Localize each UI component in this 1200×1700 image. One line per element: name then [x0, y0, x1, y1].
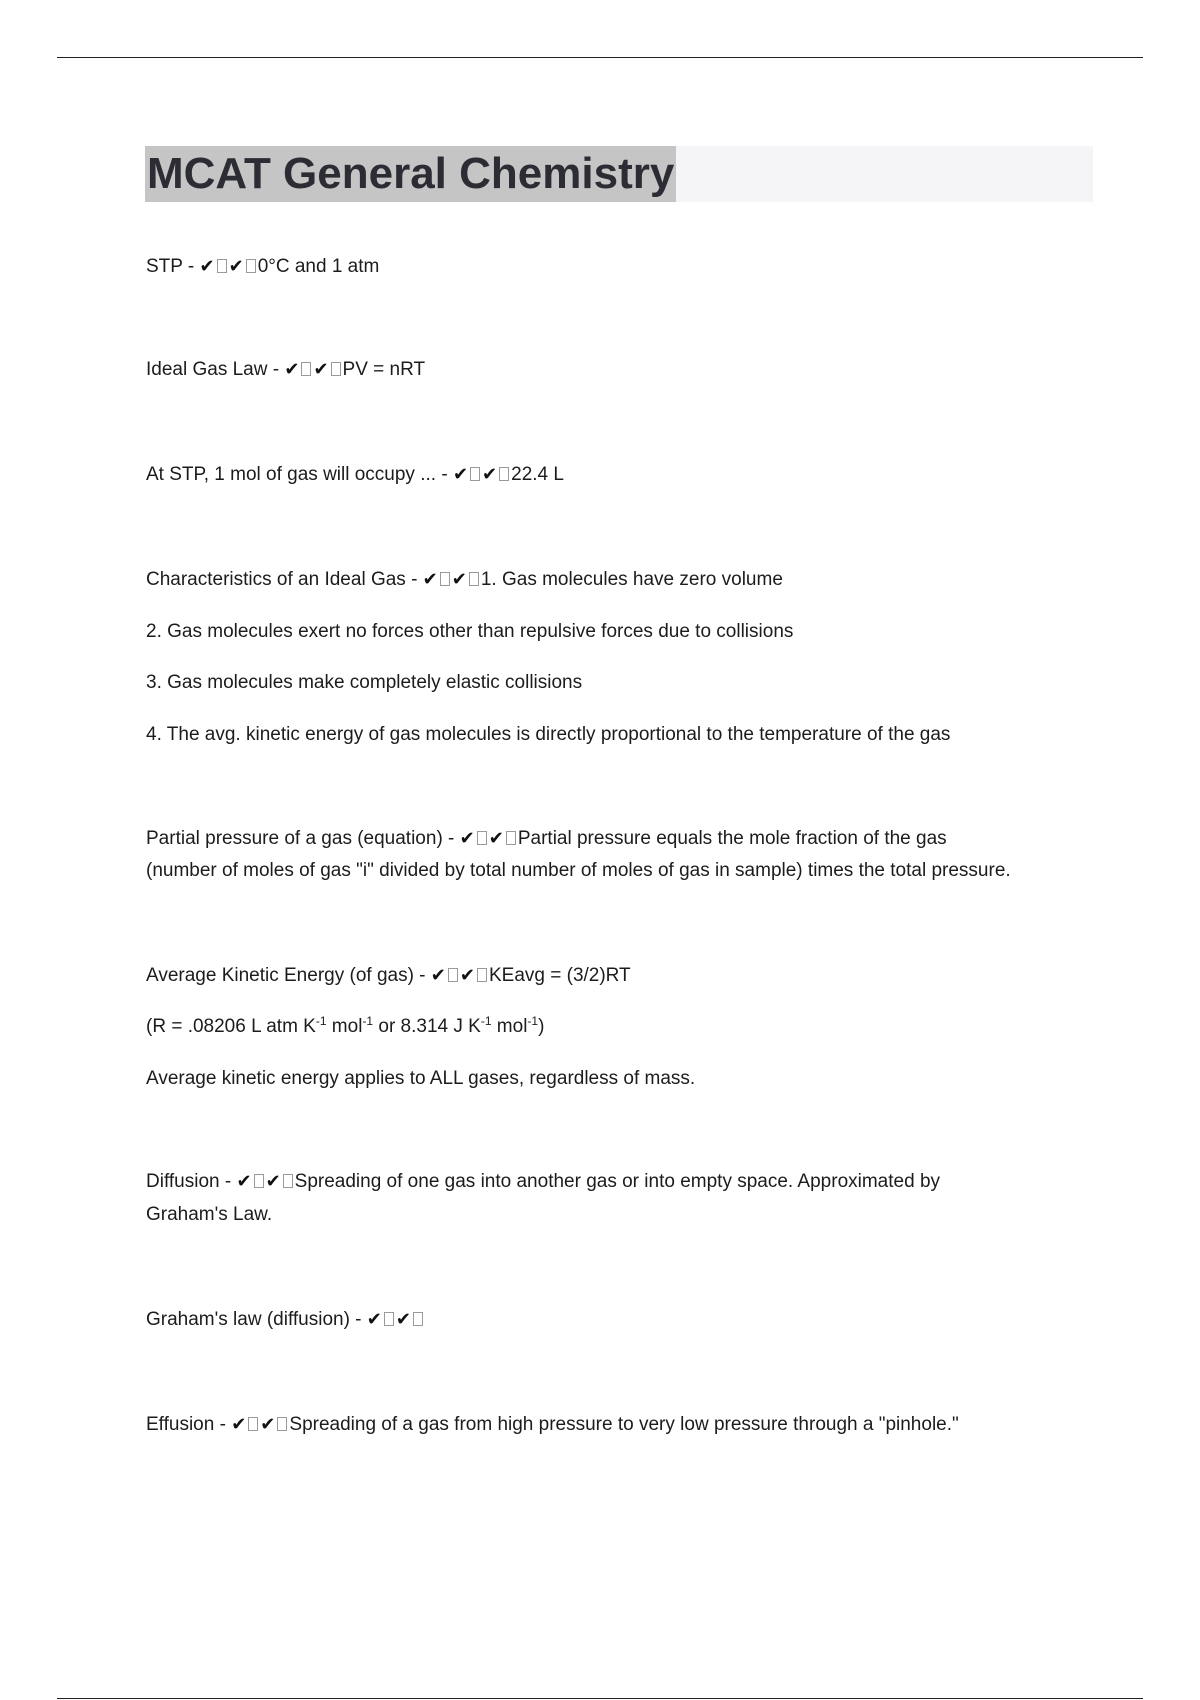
box-icon	[477, 968, 487, 982]
page-title: MCAT General Chemistry	[145, 146, 676, 202]
gas-constant-line	[146, 1015, 544, 1039]
box-icon	[217, 259, 227, 273]
flashcard-stp	[146, 255, 379, 279]
term: STP -	[146, 256, 200, 277]
box-icon	[331, 362, 341, 376]
flashcard-ideal-gas-characteristics	[146, 568, 783, 592]
answer: Partial pressure equals the mole fraction of the gas	[517, 828, 947, 849]
box-icon	[499, 467, 509, 481]
answer: 22.4 L	[511, 464, 564, 485]
flashcard-grahams-law	[146, 1308, 425, 1332]
term: Effusion -	[146, 1414, 232, 1435]
box-icon	[506, 831, 516, 845]
check-icon: ✔	[228, 256, 244, 277]
term: Ideal Gas Law -	[146, 359, 285, 380]
term: Diffusion -	[146, 1171, 237, 1192]
check-icon: ✔	[452, 464, 469, 485]
flashcard-average-kinetic-energy	[146, 964, 631, 988]
answer-continuation: Graham's Law.	[146, 1204, 273, 1225]
exponent: -1	[480, 1014, 492, 1028]
box-icon	[248, 1417, 258, 1431]
footer-rule	[57, 1698, 1143, 1699]
box-icon	[283, 1174, 293, 1188]
check-icon: ✔	[459, 828, 475, 849]
check-icon: ✔	[395, 1309, 411, 1330]
term: Average Kinetic Energy (of gas) -	[146, 965, 431, 986]
box-icon	[301, 362, 311, 376]
check-icon: ✔	[459, 965, 475, 986]
answer: Spreading of a gas from high pressure to very low pressure through a "pinhole."	[289, 1414, 959, 1435]
box-icon	[277, 1417, 287, 1431]
check-icon: ✔	[313, 359, 329, 380]
flashcard-ideal-gas-law	[146, 358, 425, 382]
check-icon: ✔	[236, 1171, 252, 1192]
box-icon	[384, 1312, 394, 1326]
check-icon: ✔	[482, 464, 498, 485]
answer: KEavg = (3/2)RT	[488, 965, 631, 986]
constant-text: )	[538, 1016, 545, 1037]
check-icon: ✔	[284, 359, 300, 380]
check-icon: ✔	[430, 965, 446, 986]
check-icon: ✔	[366, 1309, 382, 1330]
term: Graham's law (diffusion) -	[146, 1309, 367, 1330]
constant-text: mol	[326, 1016, 363, 1037]
box-icon	[246, 259, 256, 273]
box-icon	[440, 572, 450, 586]
check-icon: ✔	[451, 569, 467, 590]
term: Characteristics of an Ideal Gas -	[146, 569, 423, 590]
exponent: -1	[362, 1014, 374, 1028]
box-icon	[470, 467, 480, 481]
list-item: 4. The avg. kinetic energy of gas molecules is directly proportional to the temperature of the gas	[146, 724, 951, 745]
box-icon	[477, 831, 487, 845]
title-banner	[145, 146, 1093, 202]
flashcard-molar-volume	[146, 463, 564, 487]
exponent: -1	[315, 1014, 327, 1028]
constant-text: mol	[491, 1016, 528, 1037]
term: Partial pressure of a gas (equation) -	[146, 828, 460, 849]
header-rule	[57, 57, 1143, 58]
list-item: 2. Gas molecules exert no forces other than repulsive forces due to collisions	[146, 621, 794, 642]
answer: 1. Gas molecules have zero volume	[480, 569, 783, 590]
box-icon	[448, 968, 458, 982]
term: At STP, 1 mol of gas will occupy ... -	[146, 464, 453, 485]
flashcard-effusion	[146, 1413, 959, 1437]
answer: 0°C and 1 atm	[257, 256, 380, 277]
box-icon	[413, 1312, 423, 1326]
flashcard-diffusion	[146, 1170, 940, 1194]
answer-continuation: (number of moles of gas "i" divided by total number of moles of gas in sample) times the total pressure.	[146, 860, 1011, 881]
constant-text: (R = .08206 L atm K	[146, 1016, 316, 1037]
flashcard-partial-pressure	[146, 827, 947, 851]
check-icon: ✔	[199, 256, 215, 277]
check-icon: ✔	[260, 1414, 276, 1435]
check-icon: ✔	[422, 569, 438, 590]
list-item: 3. Gas molecules make completely elastic collisions	[146, 672, 583, 693]
exponent: -1	[527, 1014, 539, 1028]
check-icon: ✔	[231, 1414, 247, 1435]
constant-text: or 8.314 J K	[373, 1016, 481, 1037]
check-icon: ✔	[488, 828, 504, 849]
answer: PV = nRT	[342, 359, 426, 380]
box-icon	[254, 1174, 264, 1188]
box-icon	[469, 572, 479, 586]
answer: Spreading of one gas into another gas or into empty space. Approximated by	[294, 1171, 941, 1192]
check-icon: ✔	[265, 1171, 281, 1192]
answer-note: Average kinetic energy applies to ALL gases, regardless of mass.	[146, 1068, 696, 1089]
